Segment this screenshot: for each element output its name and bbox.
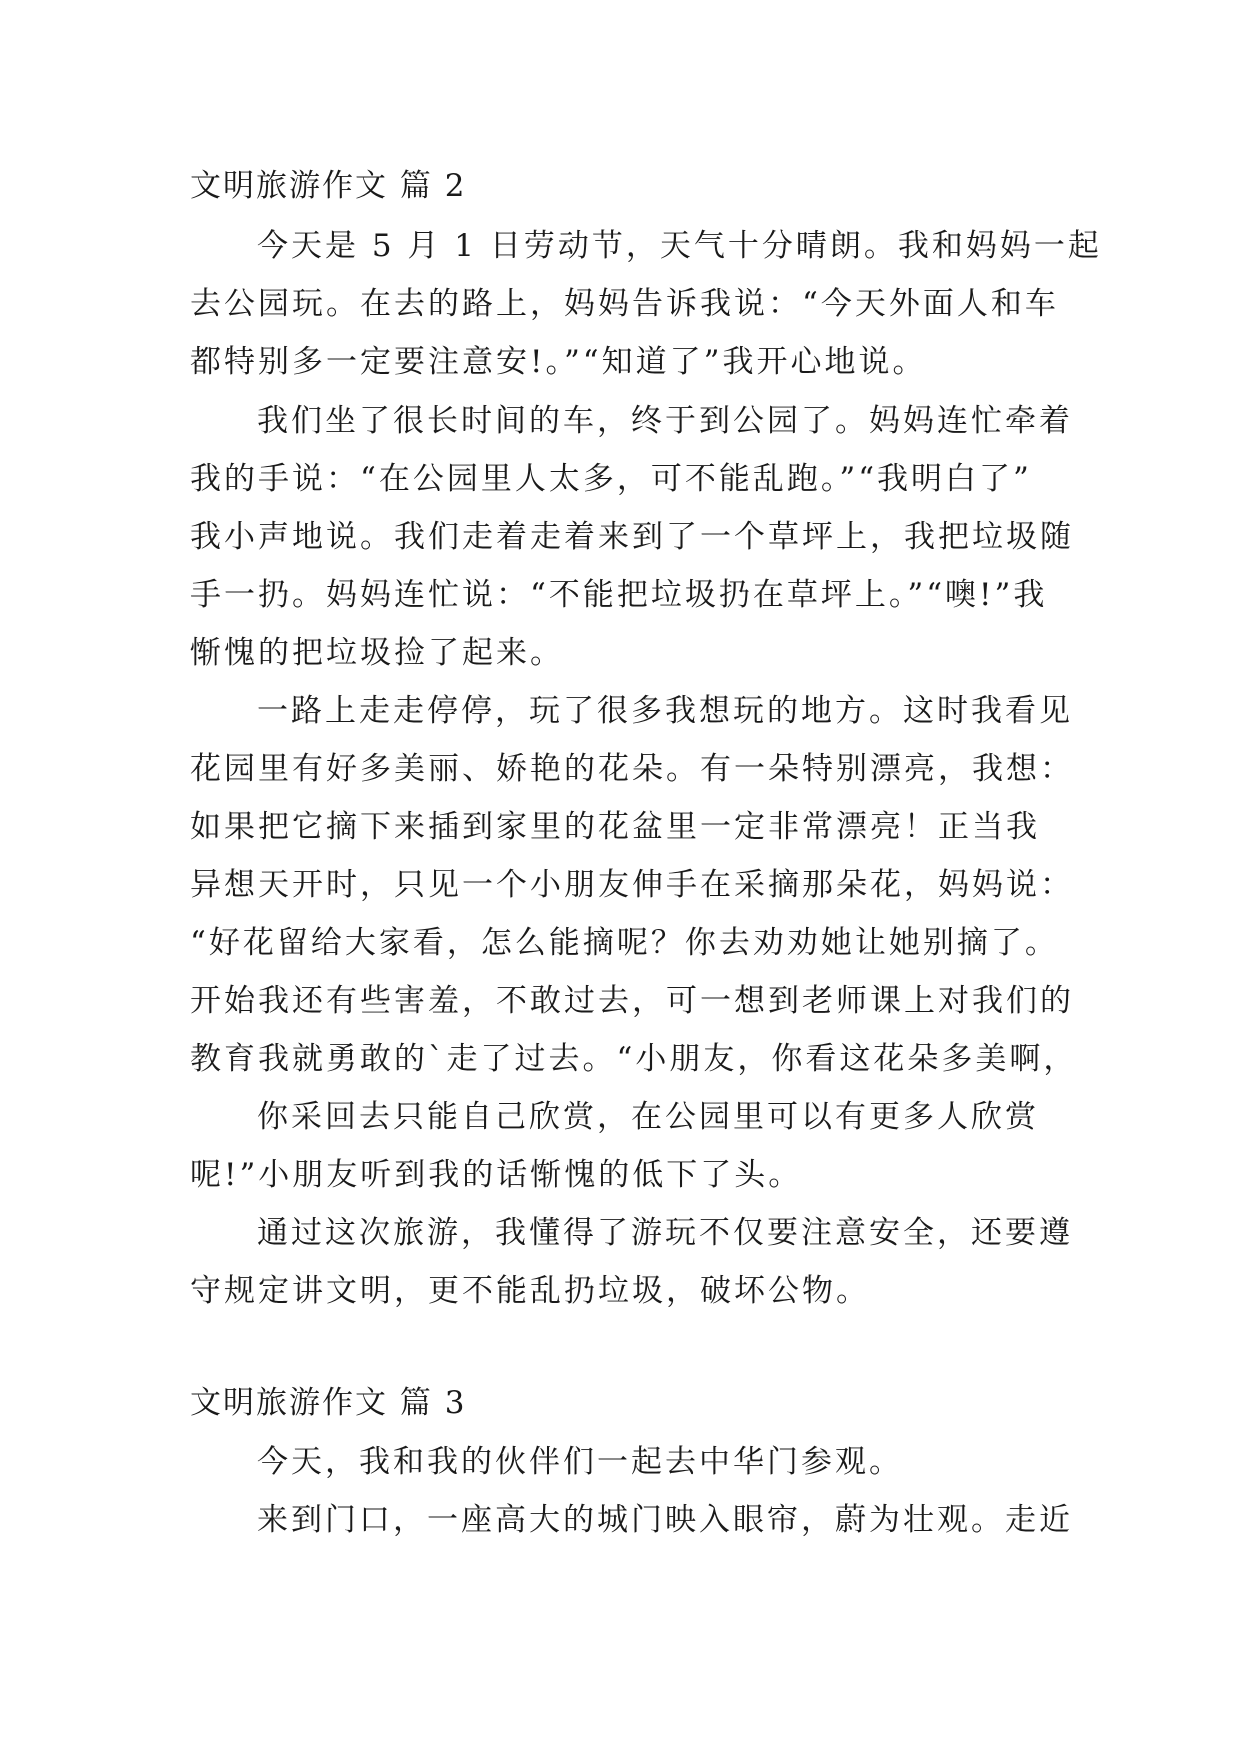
text-line: 惭愧的把垃圾捡了起来。 <box>190 635 564 671</box>
text-line: 今天，我和我的伙伴们一起去中华门参观。 <box>257 1444 903 1480</box>
text-line: 今天是 5 月 1 日劳动节，天气十分晴朗。我和妈妈一起 <box>257 228 1102 264</box>
text-line: 去公园玩。在去的路上，妈妈告诉我说：“今天外面人和车 <box>190 286 1059 322</box>
text-line: 我的手说：“在公园里人太多，可不能乱跑。”“我明白了” <box>190 461 1032 497</box>
text-line: 异想天开时，只见一个小朋友伸手在采摘那朵花，妈妈说： <box>190 867 1074 903</box>
text-line: 如果把它摘下来插到家里的花盆里一定非常漂亮！正当我 <box>190 809 1040 845</box>
text-line: 守规定讲文明，更不能乱扔垃圾，破坏公物。 <box>190 1273 870 1309</box>
text-line: 你采回去只能自己欣赏，在公园里可以有更多人欣赏 <box>257 1099 1039 1135</box>
text-line: 我小声地说。我们走着走着来到了一个草坪上，我把垃圾随 <box>190 519 1074 555</box>
text-line: 呢!”小朋友听到我的话惭愧的低下了头。 <box>190 1157 803 1193</box>
text-line: 来到门口，一座高大的城门映入眼帘，蔚为壮观。走近 <box>257 1502 1073 1538</box>
text-line: 花园里有好多美丽、娇艳的花朵。有一朵特别漂亮，我想： <box>190 751 1074 787</box>
text-line: 手一扔。妈妈连忙说：“不能把垃圾扔在草坪上。”“噢!”我 <box>190 577 1048 613</box>
text-line: 一路上走走停停，玩了很多我想玩的地方。这时我看见 <box>257 693 1073 729</box>
section-title: 文明旅游作文 篇 2 <box>190 168 467 204</box>
text-line: 开始我还有些害羞，不敢过去，可一想到老师课上对我们的 <box>190 983 1074 1019</box>
text-line: 我们坐了很长时间的车，终于到公园了。妈妈连忙牵着 <box>257 403 1073 439</box>
text-line: 都特别多一定要注意安!。”“知道了”我开心地说。 <box>190 344 927 380</box>
section-title: 文明旅游作文 篇 3 <box>190 1385 467 1421</box>
text-line: 教育我就勇敢的`走了过去。“小朋友，你看这花朵多美啊， <box>190 1041 1078 1077</box>
text-line: 通过这次旅游，我懂得了游玩不仅要注意安全，还要遵 <box>257 1215 1073 1251</box>
text-line: “好花留给大家看，怎么能摘呢？你去劝劝她让她别摘了。 <box>190 925 1059 961</box>
